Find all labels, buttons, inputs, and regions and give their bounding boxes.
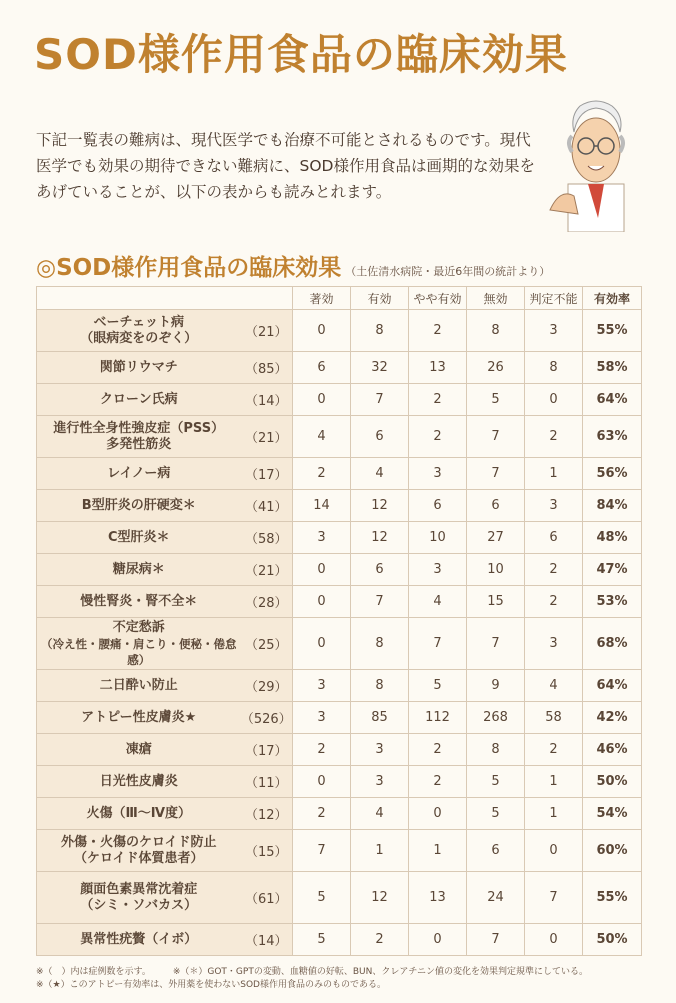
table-row [37, 798, 642, 830]
disease-name-line2: （シミ・ソバカス） [80, 897, 198, 913]
intro-text: 下記一覧表の難病は、現代医学でも治療不可能とされるものです。現代医学でも効果の期待できない難病に、SOD様作用食品は画期的な効果をあげていることが、以下の表からも読みとれます。 [36, 131, 535, 201]
table-row [37, 586, 642, 618]
disease-name [37, 416, 241, 458]
table-row [37, 554, 642, 586]
result-cell: 24 [467, 872, 525, 924]
section-source: （土佐清水病院・最近6年間の統計より） [345, 265, 551, 278]
effective-rate: 48% [583, 522, 642, 554]
result-cell: 3 [293, 670, 351, 702]
result-cell: 0 [525, 830, 583, 872]
result-cell: 3 [525, 310, 583, 352]
result-cell: 6 [467, 830, 525, 872]
disease-name-line1: C型肝炎＊ [107, 529, 170, 545]
result-cell: 15 [467, 586, 525, 618]
disease-name-line1: 火傷（Ⅲ〜Ⅳ度） [86, 805, 192, 821]
table-row [37, 830, 642, 872]
table-row [37, 872, 642, 924]
disease-name-line1: 進行性全身性強皮症（PSS） [53, 420, 225, 436]
case-count: （14） [241, 384, 293, 416]
case-count: （21） [241, 554, 293, 586]
result-cell: 58 [525, 702, 583, 734]
footnote-2: ※（＊）GOT・GPTの変動、血糖値の好転、BUN、クレアチニン値の変化を効果判定規準にしている。 [172, 967, 588, 977]
header-cell: やや有効 [409, 287, 467, 310]
table-row [37, 766, 642, 798]
section-heading: ◎SOD様作用食品の臨床効果 [36, 255, 342, 281]
result-cell: 2 [293, 798, 351, 830]
table-row [37, 416, 642, 458]
header-cell: 著効 [293, 287, 351, 310]
disease-name [37, 458, 241, 490]
result-cell: 3 [351, 734, 409, 766]
result-cell: 2 [293, 734, 351, 766]
disease-name [37, 924, 241, 956]
result-cell: 0 [293, 766, 351, 798]
result-cell: 9 [467, 670, 525, 702]
result-cell: 0 [525, 924, 583, 956]
result-cell: 112 [409, 702, 467, 734]
result-cell: 1 [525, 766, 583, 798]
disease-name [37, 734, 241, 766]
effective-rate: 47% [583, 554, 642, 586]
table-row [37, 490, 642, 522]
disease-name-line1: 異常性疣贅（イボ） [80, 931, 198, 947]
result-cell: 0 [293, 618, 351, 670]
result-cell: 2 [409, 734, 467, 766]
result-cell: 4 [409, 586, 467, 618]
case-count: （61） [241, 872, 293, 924]
effective-rate: 63% [583, 416, 642, 458]
case-count: （28） [241, 586, 293, 618]
result-cell: 5 [293, 872, 351, 924]
result-cell: 6 [409, 490, 467, 522]
header-cell: 有効 [351, 287, 409, 310]
result-cell: 3 [351, 766, 409, 798]
disease-name-line1: 二日酔い防止 [99, 677, 178, 693]
result-cell: 12 [351, 872, 409, 924]
case-count: （14） [241, 924, 293, 956]
result-cell: 2 [409, 416, 467, 458]
table-row [37, 352, 642, 384]
result-cell: 0 [293, 310, 351, 352]
effective-rate: 56% [583, 458, 642, 490]
result-cell: 6 [525, 522, 583, 554]
disease-name-line2: 多発性筋炎 [106, 436, 172, 452]
effective-rate: 42% [583, 702, 642, 734]
result-cell: 3 [409, 458, 467, 490]
result-cell: 13 [409, 872, 467, 924]
result-cell: 6 [293, 352, 351, 384]
result-cell: 0 [293, 586, 351, 618]
case-count: （17） [241, 458, 293, 490]
disease-name [37, 872, 241, 924]
result-cell: 8 [467, 734, 525, 766]
disease-name [37, 670, 241, 702]
table-row [37, 384, 642, 416]
footnote-1: ※（ ）内は症例数を示す。 [36, 967, 151, 977]
case-count: （17） [241, 734, 293, 766]
effective-rate: 50% [583, 924, 642, 956]
result-cell: 2 [525, 734, 583, 766]
result-cell: 10 [409, 522, 467, 554]
result-cell: 7 [351, 384, 409, 416]
result-cell: 85 [351, 702, 409, 734]
result-cell: 2 [409, 766, 467, 798]
result-cell: 3 [409, 554, 467, 586]
table-row [37, 702, 642, 734]
result-cell: 1 [409, 830, 467, 872]
result-cell: 2 [525, 416, 583, 458]
effective-rate: 84% [583, 490, 642, 522]
case-count: （25） [241, 618, 293, 670]
disease-name-line2: （眼病変をのぞく） [80, 330, 198, 346]
result-cell: 7 [467, 618, 525, 670]
disease-name-line1: 糖尿病＊ [112, 561, 165, 577]
effective-rate: 53% [583, 586, 642, 618]
disease-name-line1: 外傷・火傷のケロイド防止 [60, 834, 217, 850]
disease-name [37, 618, 241, 670]
effective-rate: 60% [583, 830, 642, 872]
header-cell-rate: 有効率 [583, 287, 642, 310]
result-cell: 2 [351, 924, 409, 956]
result-cell: 6 [351, 416, 409, 458]
disease-name-line2: （ケロイド体質患者） [73, 850, 204, 866]
result-cell: 6 [467, 490, 525, 522]
header-cell: 判定不能 [525, 287, 583, 310]
result-cell: 0 [525, 384, 583, 416]
result-cell: 0 [409, 924, 467, 956]
case-count: （58） [241, 522, 293, 554]
effective-rate: 46% [583, 734, 642, 766]
case-count: （21） [241, 416, 293, 458]
result-cell: 5 [409, 670, 467, 702]
disease-name [37, 490, 241, 522]
doctor-illustration [540, 92, 650, 232]
disease-name-line1: 慢性腎炎・腎不全＊ [80, 593, 198, 609]
result-cell: 0 [409, 798, 467, 830]
result-cell: 2 [525, 554, 583, 586]
result-cell: 5 [467, 384, 525, 416]
result-cell: 2 [409, 384, 467, 416]
case-count: （85） [241, 352, 293, 384]
case-count: （41） [241, 490, 293, 522]
disease-name-line1: 不定愁訴 [112, 619, 165, 635]
disease-name [37, 310, 241, 352]
disease-name-line1: クローン氏病 [99, 391, 178, 407]
disease-name-line1: 関節リウマチ [99, 359, 178, 375]
disease-name-line1: アトピー性皮膚炎★ [81, 709, 197, 725]
result-cell: 1 [525, 798, 583, 830]
result-cell: 268 [467, 702, 525, 734]
disease-name-line1: B型肝炎の肝硬変＊ [81, 497, 196, 513]
table-header-row [37, 287, 642, 310]
effective-rate: 54% [583, 798, 642, 830]
disease-name [37, 830, 241, 872]
result-cell: 5 [467, 766, 525, 798]
result-cell: 8 [351, 618, 409, 670]
result-cell: 4 [525, 670, 583, 702]
result-cell: 3 [293, 702, 351, 734]
result-cell: 2 [293, 458, 351, 490]
result-cell: 14 [293, 490, 351, 522]
effective-rate: 64% [583, 384, 642, 416]
header-blank [37, 287, 293, 310]
disease-name [37, 384, 241, 416]
disease-name [37, 798, 241, 830]
table-row [37, 458, 642, 490]
result-cell: 3 [525, 618, 583, 670]
table-row [37, 522, 642, 554]
disease-name [37, 702, 241, 734]
result-cell: 27 [467, 522, 525, 554]
result-cell: 1 [351, 830, 409, 872]
case-count: （11） [241, 766, 293, 798]
case-count: （15） [241, 830, 293, 872]
result-cell: 8 [525, 352, 583, 384]
result-cell: 2 [525, 586, 583, 618]
result-cell: 8 [467, 310, 525, 352]
effective-rate: 55% [583, 872, 642, 924]
page-title: SOD様作用食品の臨床効果 [34, 30, 568, 79]
result-cell: 7 [467, 458, 525, 490]
result-cell: 5 [467, 798, 525, 830]
result-cell: 8 [351, 310, 409, 352]
result-cell: 3 [525, 490, 583, 522]
disease-name [37, 522, 241, 554]
disease-name-line1: 顔面色素異常沈着症 [80, 881, 198, 897]
effective-rate: 55% [583, 310, 642, 352]
result-cell: 4 [351, 798, 409, 830]
disease-name [37, 586, 241, 618]
disease-name-line1: レイノー病 [107, 465, 171, 481]
result-cell: 7 [351, 586, 409, 618]
disease-name-line1: 凍瘡 [125, 741, 152, 757]
result-cell: 7 [467, 416, 525, 458]
result-cell: 3 [293, 522, 351, 554]
header-cell: 無効 [467, 287, 525, 310]
disease-name-line2: （冷え性・腰痛・肩こり・便秘・倦怠感） [41, 636, 237, 667]
effective-rate: 68% [583, 618, 642, 670]
result-cell: 0 [293, 384, 351, 416]
result-cell: 7 [409, 618, 467, 670]
disease-name-line1: 日光性皮膚炎 [99, 773, 178, 789]
table-row [37, 310, 642, 352]
effective-rate: 50% [583, 766, 642, 798]
footnotes [36, 966, 656, 992]
case-count: （21） [241, 310, 293, 352]
effective-rate: 64% [583, 670, 642, 702]
result-cell: 4 [351, 458, 409, 490]
result-cell: 12 [351, 522, 409, 554]
table-row [37, 734, 642, 766]
clinical-effect-table [36, 286, 642, 956]
result-cell: 10 [467, 554, 525, 586]
result-cell: 7 [525, 872, 583, 924]
disease-name-line1: ベーチェット病 [93, 314, 185, 330]
result-cell: 1 [525, 458, 583, 490]
result-cell: 12 [351, 490, 409, 522]
table-row [37, 618, 642, 670]
result-cell: 2 [409, 310, 467, 352]
disease-name [37, 554, 241, 586]
footnote-3: ※（★）このアトピー有効率は、外用薬を使わないSOD様作用食品のみのものである。 [36, 980, 386, 990]
case-count: （12） [241, 798, 293, 830]
result-cell: 0 [293, 554, 351, 586]
effective-rate: 58% [583, 352, 642, 384]
disease-name [37, 766, 241, 798]
result-cell: 26 [467, 352, 525, 384]
result-cell: 5 [293, 924, 351, 956]
section-title [36, 249, 550, 282]
disease-name [37, 352, 241, 384]
result-cell: 13 [409, 352, 467, 384]
result-cell: 8 [351, 670, 409, 702]
result-cell: 32 [351, 352, 409, 384]
table-row [37, 670, 642, 702]
case-count: （29） [241, 670, 293, 702]
result-cell: 6 [351, 554, 409, 586]
case-count: （526） [241, 702, 293, 734]
table-row [37, 924, 642, 956]
result-cell: 4 [293, 416, 351, 458]
result-cell: 7 [293, 830, 351, 872]
result-cell: 7 [467, 924, 525, 956]
